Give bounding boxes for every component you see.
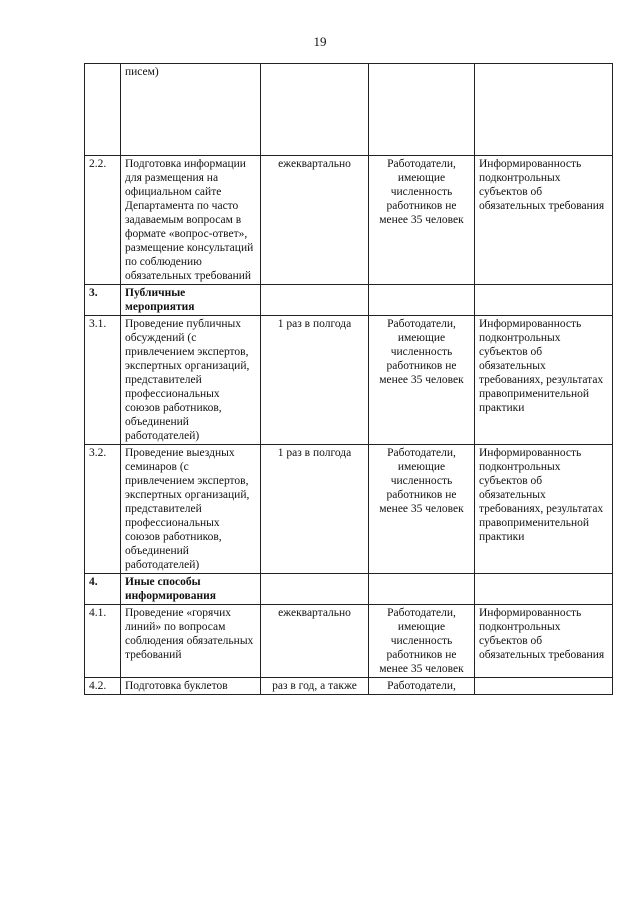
row-number: 4.2.: [85, 678, 121, 695]
activity-cell: Подготовка буклетов: [121, 678, 261, 695]
frequency-cell: 1 раз в полгода: [261, 316, 369, 445]
subjects-cell: Работодатели, имеющие численность работников не менее 35 человек: [369, 605, 475, 678]
section-row: [85, 574, 613, 605]
row-number: 2.2.: [85, 156, 121, 285]
table-row: [85, 156, 613, 285]
activity-cell: Проведение выездных семинаров (с привлечением экспертов, экспертных организаций, представителей профессиональных союзов работников, объединений работодателей): [121, 445, 261, 574]
result-cell: Информированность подконтрольных субъектов об обязательных требованиях, результатах правоприменительной практики: [475, 316, 613, 445]
activity-cell: Проведение публичных обсуждений (с привлечением экспертов, экспертных организаций, представителей профессиональных союзов работников, объединений работодателей): [121, 316, 261, 445]
subjects-cell: Работодатели,: [369, 678, 475, 695]
table-row: [85, 678, 613, 695]
activity-cell: Подготовка информации для размещения на официальном сайте Департамента по часто задаваемым вопросам в формате «вопрос-ответ», размещение консультаций по соблюдению обязательных требований: [121, 156, 261, 285]
subjects-cell: Работодатели, имеющие численность работников не менее 35 человек: [369, 156, 475, 285]
table-row: [85, 316, 613, 445]
section-number: 3.: [85, 285, 121, 316]
row-number: 3.1.: [85, 316, 121, 445]
subjects-cell: [369, 64, 475, 156]
table-row: [85, 445, 613, 574]
table-row: [85, 605, 613, 678]
activity-cell: Проведение «горячих линий» по вопросам соблюдения обязательных требований: [121, 605, 261, 678]
result-cell: Информированность подконтрольных субъектов об обязательных требования: [475, 156, 613, 285]
table-row: [85, 64, 613, 156]
result-cell: Информированность подконтрольных субъектов об обязательных требования: [475, 605, 613, 678]
section-number: 4.: [85, 574, 121, 605]
frequency-cell: ежеквартально: [261, 605, 369, 678]
activity-cell: писем): [121, 64, 261, 156]
frequency-cell: 1 раз в полгода: [261, 445, 369, 574]
frequency-cell: [261, 64, 369, 156]
row-number: [85, 64, 121, 156]
result-cell: [475, 64, 613, 156]
frequency-cell: раз в год, а также: [261, 678, 369, 695]
page-number: 19: [313, 34, 327, 49]
subjects-cell: Работодатели, имеющие численность работников не менее 35 человек: [369, 445, 475, 574]
subjects-cell: Работодатели, имеющие численность работников не менее 35 человек: [369, 316, 475, 445]
measures-table: [84, 63, 613, 695]
section-title: Публичные мероприятия: [121, 285, 261, 316]
row-number: 4.1.: [85, 605, 121, 678]
result-cell: Информированность подконтрольных субъектов об обязательных требованиях, результатах правоприменительной практики: [475, 445, 613, 574]
frequency-cell: ежеквартально: [261, 156, 369, 285]
section-title: Иные способы информирования: [121, 574, 261, 605]
section-row: [85, 285, 613, 316]
row-number: 3.2.: [85, 445, 121, 574]
result-cell: [475, 678, 613, 695]
